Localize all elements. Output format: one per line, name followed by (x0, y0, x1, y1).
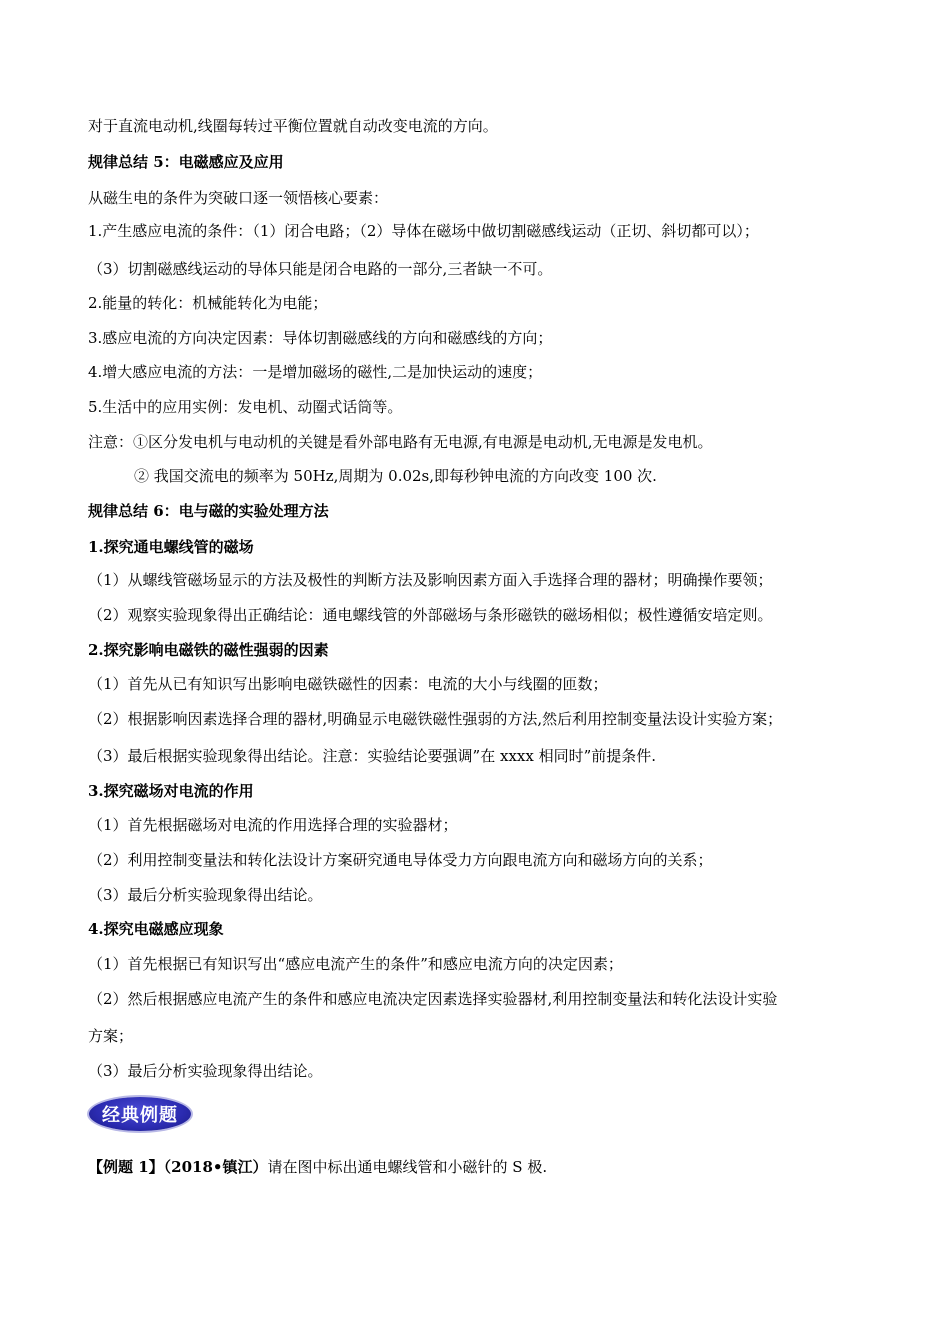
paragraph: （3）最后根据实验现象得出结论。注意：实验结论要强调”在 xxxx 相同时”前提条件. (88, 747, 657, 765)
section-heading: 规律总结 5：电磁感应及应用 (88, 153, 284, 171)
paragraph: 对于直流电动机,线圈每转过平衡位置就自动改变电流的方向。 (88, 117, 498, 135)
paragraph: （2）利用控制变量法和转化法设计方案研究通电导体受力方向跟电流方向和磁场方向的关系； (88, 851, 713, 869)
sub-heading: 1.探究通电螺线管的磁场 (88, 538, 254, 556)
paragraph: （3）切割磁感线运动的导体只能是闭合电路的一部分,三者缺一不可。 (88, 260, 553, 278)
sub-heading: 4.探究电磁感应现象 (88, 920, 224, 938)
paragraph: 1.产生感应电流的条件：（1）闭合电路；（2）导体在磁场中做切割磁感线运动（正切、斜切都可以）； (88, 222, 759, 240)
example-text: 请在图中标出通电螺线管和小磁针的 S 极. (267, 1158, 548, 1176)
paragraph: 4.增大感应电流的方法：一是增加磁场的磁性,二是加快运动的速度； (88, 363, 543, 381)
paragraph: （2）观察实验现象得出正确结论：通电螺线管的外部磁场与条形磁铁的磁场相似；极性遵循安培定则。 (88, 606, 773, 624)
classic-example-badge: 经典例题 (89, 1097, 191, 1131)
example-question (88, 1157, 547, 1177)
paragraph: 2.能量的转化：机械能转化为电能； (88, 294, 328, 312)
sub-heading: 3.探究磁场对电流的作用 (88, 782, 254, 800)
paragraph: （2）然后根据感应电流产生的条件和感应电流决定因素选择实验器材,利用控制变量法和转化法设计实验 (88, 990, 778, 1008)
paragraph: （3）最后分析实验现象得出结论。 (88, 886, 323, 904)
paragraph: 方案； (88, 1027, 134, 1045)
example-label: 【例题 1】（2018•镇江） (88, 1158, 268, 1176)
paragraph: （1）首先根据已有知识写出“感应电流产生的条件”和感应电流方向的决定因素； (88, 955, 623, 973)
paragraph: 5.生活中的应用实例：发电机、动圈式话筒等。 (88, 398, 403, 416)
paragraph: （3）最后分析实验现象得出结论。 (88, 1062, 323, 1080)
note-paragraph: ② 我国交流电的频率为 50Hz,周期为 0.02s,即每秒钟电流的方向改变 100 次. (134, 467, 657, 485)
paragraph: （1）首先根据磁场对电流的作用选择合理的实验器材； (88, 816, 458, 834)
paragraph: （1）首先从已有知识写出影响电磁铁磁性的因素：电流的大小与线圈的匝数； (88, 675, 608, 693)
paragraph: （2）根据影响因素选择合理的器材,明确显示电磁铁磁性强弱的方法,然后利用控制变量法设计实验方案； (88, 710, 783, 728)
paragraph: 从磁生电的条件为突破口逐一领悟核心要素： (88, 189, 389, 207)
paragraph: 3.感应电流的方向决定因素：导体切割磁感线的方向和磁感线的方向； (88, 329, 553, 347)
note-paragraph: 注意：①区分发电机与电动机的关键是看外部电路有无电源,有电源是电动机,无电源是发电机。 (88, 433, 713, 451)
section-heading: 规律总结 6：电与磁的实验处理方法 (88, 502, 329, 520)
paragraph: （1）从螺线管磁场显示的方法及极性的判断方法及影响因素方面入手选择合理的器材；明确操作要领； (88, 571, 773, 589)
sub-heading: 2.探究影响电磁铁的磁性强弱的因素 (88, 641, 329, 659)
